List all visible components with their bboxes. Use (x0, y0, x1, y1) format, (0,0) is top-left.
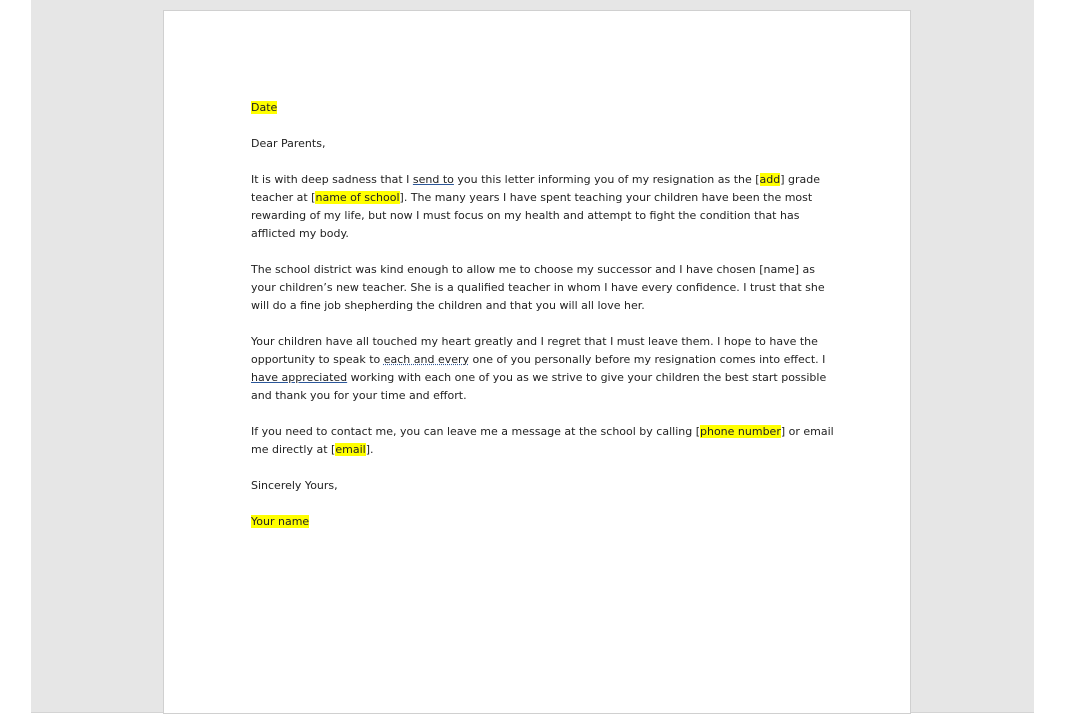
text-line: The school district was kind enough to allow me to choose my successor and I have chosen [name] as (251, 263, 815, 276)
text-line: your children’s new teacher. She is a qualified teacher in whom I have every confidence. I trust that she (251, 281, 825, 294)
signature-line (251, 513, 831, 531)
grade-placeholder[interactable]: add (759, 173, 781, 186)
text-line: Your children have all touched my heart greatly and I regret that I must leave them. I hope to have the (251, 335, 818, 348)
signature-placeholder[interactable]: Your name (251, 515, 310, 528)
document-page[interactable] (163, 10, 911, 714)
phone-number-placeholder[interactable]: phone number (700, 425, 781, 438)
grammar-suggestion[interactable]: have appreciated (251, 371, 348, 384)
text-line: rewarding of my life, but now I must focus on my health and attempt to fight the condition that has (251, 209, 800, 222)
text-line: me directly at [email]. (251, 443, 374, 456)
grammar-suggestion[interactable]: each and every (383, 353, 470, 366)
salutation: Dear Parents, (251, 137, 326, 150)
closing: Sincerely Yours, (251, 479, 338, 492)
paragraph-resignation (251, 171, 831, 243)
grammar-suggestion[interactable]: send to (412, 173, 454, 186)
email-placeholder[interactable]: email (335, 443, 366, 456)
paragraph-contact (251, 423, 834, 459)
text-line: and thank you for your time and effort. (251, 389, 467, 402)
letter-body[interactable] (251, 99, 834, 549)
text-line: have appreciated working with each one of you as we strive to give your children the best start possible (251, 371, 827, 384)
text-line: will do a fine job shepherding the children and that you will all love her. (251, 299, 645, 312)
school-name-placeholder[interactable]: name of school (315, 191, 400, 204)
date-placeholder[interactable]: Date (251, 101, 278, 114)
date-line (251, 99, 831, 117)
text-line: afflicted my body. (251, 227, 349, 240)
paragraph-farewell (251, 333, 831, 405)
text-line: It is with deep sadness that I send to you this letter informing you of my resignation as the [add] grade (251, 173, 821, 186)
text-line: teacher at [name of school]. The many years I have spent teaching your children have been the most (251, 191, 813, 204)
text-line: If you need to contact me, you can leave me a message at the school by calling [phone number] or email (251, 425, 834, 438)
paragraph-successor (251, 261, 831, 315)
text-line: opportunity to speak to each and every one of you personally before my resignation comes into effect. I (251, 353, 826, 366)
